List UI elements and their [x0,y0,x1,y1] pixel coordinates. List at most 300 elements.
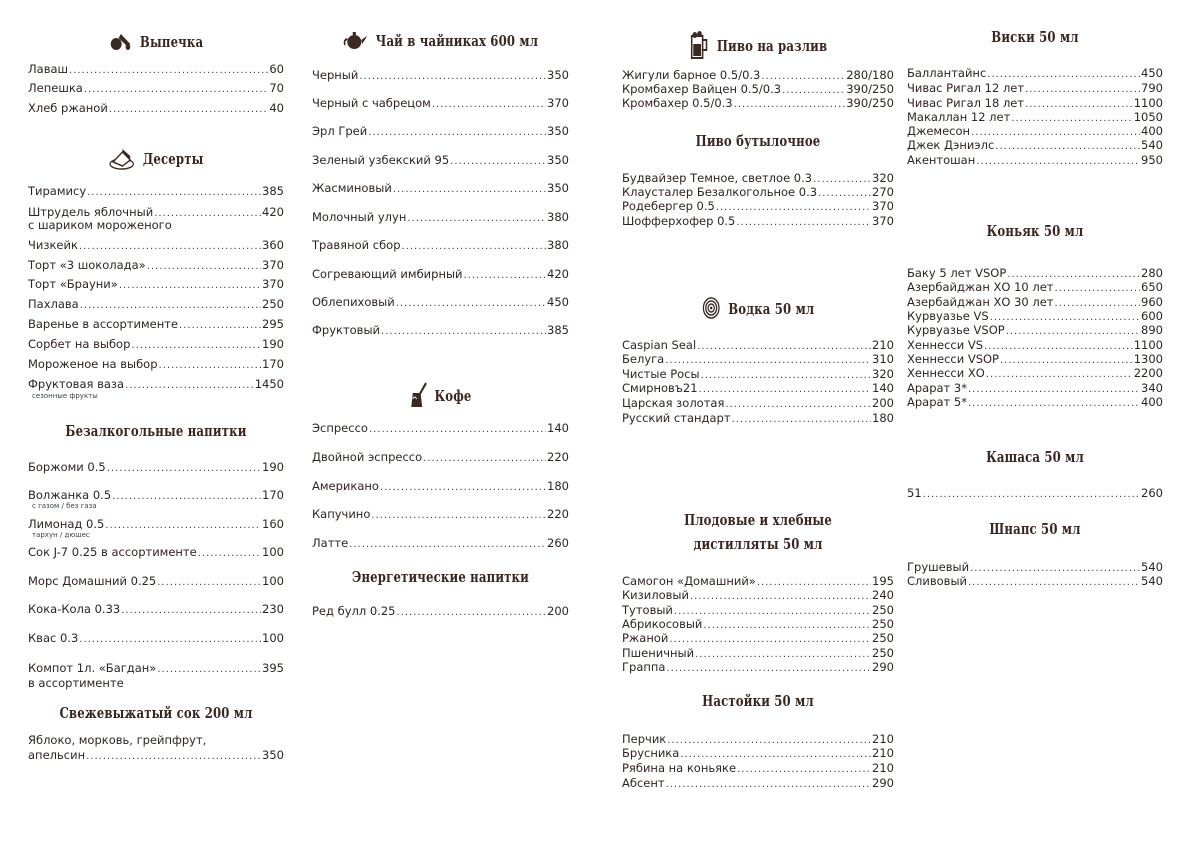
menu-item-name: Согревающий имбирный [312,267,463,281]
menu-item [312,295,569,310]
dot-leader [381,326,546,338]
menu-item-price: 290 [872,660,894,674]
menu-item-name: Волжанка 0.5 [28,488,112,502]
menu-item [622,574,894,589]
menu-item-name: Царская золотая [622,396,725,410]
menu-item-price: 100 [262,574,284,588]
dot-leader [666,779,871,791]
menu-item-name: Смирновъ21 [622,381,698,395]
menu-item-name: Клаусталер Безалкогольное 0.3 [622,185,818,199]
dot-leader [725,399,871,411]
menu-item-price: 40 [269,101,284,115]
menu-item-name: Варенье в ассортименте [28,317,179,331]
menu-item-name: Азербайджан ХО 30 лет [907,295,1054,309]
menu-item [907,153,1163,168]
menu-item-name: Торт «Брауни» [28,277,118,291]
dot-leader [396,607,546,619]
menu-item-price: 890 [1141,323,1163,337]
menu-item-price: 250 [872,646,894,660]
menu-item-name: Чивас Ригал 18 лет [907,96,1025,110]
menu-item-name: Облепиховый [312,295,395,309]
section-title-text: Чай в чайниках 600 мл [375,32,539,50]
dot-leader [359,71,546,83]
dot-leader [732,414,872,426]
menu-item-price: 360 [262,238,284,252]
menu-item [312,68,569,83]
menu-item [622,660,894,675]
section-title-text: Свежевыжатый сок 200 мл [59,704,253,722]
menu-item [907,96,1163,111]
menu-item-name: Эспрессо [312,421,368,435]
menu-item-name: Caspian Seal [622,338,697,352]
menu-item-price: 280/180 [846,68,894,82]
menu-item-price: 200 [547,604,569,618]
menu-item [28,317,284,332]
menu-item-price: 250 [872,617,894,631]
dot-leader [368,127,546,139]
menu-item-price: 180 [547,479,569,493]
menu-item [28,460,284,475]
menu-item [28,661,284,676]
cake-icon [109,146,136,174]
section-title-text: Водка 50 мл [728,300,815,318]
menu-item-price: 210 [872,746,894,760]
menu-item-name: Граппа [622,660,666,674]
menu-item [312,450,569,465]
menu-item-price: 100 [262,631,284,645]
menu-item [28,733,284,747]
menu-item-name: Ред булл 0.25 [312,604,396,618]
menu-item-name: Ржаной [622,631,669,645]
menu-item-name: Арарат 5* [907,395,967,409]
menu-item-price: 280 [1141,266,1163,280]
dot-leader [109,104,269,116]
menu-item-price: 190 [262,460,284,474]
dot-leader [1055,283,1141,295]
dot-leader [380,482,546,494]
dot-leader [371,510,546,522]
menu-item-name: Брусника [622,746,680,760]
menu-item-name: Тутовый [622,603,673,617]
menu-item-note: тархун / дюшес [32,531,90,539]
menu-item [622,352,894,367]
menu-item [28,574,284,589]
menu-item-name: Лепешка [28,81,83,95]
menu-item [907,381,1163,396]
menu-item-note: с газом / без газа [32,502,97,510]
menu-item-name: Джек Дэниэлс [907,138,995,152]
menu-item [312,181,569,196]
menu-item-name: Акентошан [907,153,976,167]
dot-leader [87,187,261,199]
menu-item-price: 370 [872,214,894,228]
menu-item-name: Кизиловый [622,588,689,602]
menu-item-name: Самогон «Домашний» [622,574,756,588]
menu-item [622,631,894,646]
menu-item-price: 190 [262,337,284,351]
menu-item-name: Пахлава [28,297,79,311]
menu-item [28,357,284,372]
menu-item-price: 220 [547,507,569,521]
menu-item [622,185,894,200]
menu-item-name: Двойной эспрессо [312,450,423,464]
section-title [652,508,864,556]
menu-item-name: Боржоми 0.5 [28,460,106,474]
section-title [935,520,1135,538]
menu-item-price: 540 [1141,560,1163,574]
section-title [935,448,1135,466]
dot-leader [79,634,261,646]
menu-item-price: 950 [1141,153,1163,167]
menu-item-price: 200 [872,396,894,410]
menu-item-price: 1100 [1133,338,1163,352]
menu-item-name: Хеннесси VSOP [907,352,999,366]
section-title-text: Кофе [434,387,472,405]
dot-leader [450,156,546,168]
menu-item-name: 51 [907,486,922,500]
dot-leader [121,605,261,617]
menu-item-name: Пшеничный [622,646,695,660]
menu-item [28,258,284,273]
section-title [340,381,540,413]
menu-item-name: апельсин [28,748,86,762]
menu-item-name: Белуга [622,352,665,366]
dot-leader [69,65,268,77]
menu-item-name: Квас 0.3 [28,631,79,645]
menu-item [312,210,569,225]
menu-item [907,338,1163,353]
dot-leader [179,320,261,332]
menu-item-name: Зеленый узбекский 95 [312,153,450,167]
menu-item-price: 600 [1141,309,1163,323]
menu-item [312,536,569,551]
menu-item-name: Макаллан 12 лет [907,110,1011,124]
section-title-text: Настойки 50 мл [702,692,814,710]
menu-item-name: Чистые Росы [622,367,700,381]
menu-item [312,124,569,139]
menu-item [28,297,284,312]
menu-item-price: 400 [1141,124,1163,138]
section-title [652,30,864,64]
menu-item [28,377,284,392]
menu-item-price: 650 [1141,280,1163,294]
dot-leader [923,489,1140,501]
menu-item-price: 385 [262,184,284,198]
menu-item-price: 1300 [1133,352,1163,366]
menu-item [622,776,894,791]
menu-item-price: 1100 [1133,96,1163,110]
menu-item [622,646,894,661]
cezve-icon [409,381,426,413]
dot-leader [968,577,1140,589]
menu-item-price: 960 [1141,295,1163,309]
menu-item [622,746,894,761]
menu-item [28,277,284,292]
dot-leader [79,241,261,253]
menu-item [907,574,1163,589]
menu-item [907,295,1163,310]
menu-item-price: 340 [1141,381,1163,395]
menu-item-name: Лаваш [28,62,69,76]
menu-item [28,602,284,617]
menu-item [622,732,894,747]
menu-item-price: 100 [262,545,284,559]
menu-item [622,214,894,229]
menu-item [312,323,569,338]
section-title-text: Виски 50 мл [991,28,1079,46]
menu-item-name: Кока-Кола 0.33 [28,602,121,616]
menu-item-name: Фруктовая ваза [28,377,125,391]
menu-item [28,81,284,96]
menu-item-name: Кромбахер Вайцен 0.5/0.3 [622,82,782,96]
menu-item-price: 210 [872,338,894,352]
dot-leader [131,340,261,352]
menu-item-price: 350 [547,181,569,195]
menu-item [312,421,569,436]
menu-item-price: 450 [547,295,569,309]
dot-leader [396,298,546,310]
section-title-line: Плодовые и хлебные [684,511,832,529]
section-title [56,704,256,722]
menu-item [907,560,1163,575]
menu-item-price: 420 [262,205,284,219]
dot-leader [86,751,261,763]
dot-leader [987,69,1140,81]
dot-leader [716,202,871,214]
menu-item-name: Родебергер 0.5 [622,199,715,213]
menu-item-name: Баку 5 лет VSOP [907,266,1007,280]
dot-leader [84,84,269,96]
menu-item-name: Яблоко, морковь, грейпфрут, [28,733,207,747]
menu-item-price: 260 [1141,486,1163,500]
menu-item [907,81,1163,96]
menu-item-name: Травяной сбор [312,238,401,252]
menu-item-name: Молочный улун [312,210,407,224]
menu-item-price: 540 [1141,574,1163,588]
menu-item-price: 380 [547,238,569,252]
dot-leader [198,548,261,560]
menu-item-price: 390/250 [846,96,894,110]
menu-item [907,110,1163,125]
menu-item-price: 170 [262,488,284,502]
menu-item-price: 210 [872,732,894,746]
dot-leader [968,398,1140,410]
section-title [340,568,540,586]
menu-item-price: 290 [872,776,894,790]
section-title [56,30,256,56]
section-title [652,296,864,324]
menu-item-price: 250 [872,631,894,645]
menu-item-name: Сок J-7 0.25 в ассортименте [28,545,197,559]
section-title [56,422,256,440]
dot-leader [699,384,871,396]
menu-item-note: сезонные фрукты [32,392,98,400]
menu-item [622,381,894,396]
menu-item [907,124,1163,139]
menu-item [622,588,894,603]
dot-leader [669,634,871,646]
menu-item [907,323,1163,338]
menu-item-name: Азербайджан ХО 10 лет [907,280,1054,294]
menu-item [312,267,569,282]
teapot-icon [343,30,368,54]
menu-item-name: Жасминовый [312,181,392,195]
menu-item [28,545,284,560]
section-title-line: дистилляты 50 мл [693,535,823,553]
dot-leader [737,764,871,776]
menu-item-name: Перчик [622,732,667,746]
menu-item-price: 70 [269,81,284,95]
spiral-icon [702,296,721,324]
menu-item-price: 60 [269,62,284,76]
dot-leader [464,270,547,282]
menu-item-price: 350 [547,124,569,138]
dot-leader [1006,326,1140,338]
section-title-text: Выпечка [139,33,204,51]
menu-item-name: Фруктовый [312,323,381,337]
dot-leader [666,663,871,675]
dot-leader [157,664,261,676]
menu-item-name: Будвайзер Темное, светлое 0.3 [622,171,813,185]
dot-leader [147,261,261,273]
menu-item-price: 2200 [1133,366,1163,380]
dot-leader [680,749,871,761]
menu-item [622,96,894,111]
dot-leader [125,380,254,392]
menu-item-price: 370 [262,277,284,291]
menu-item-name: Мороженое на выбор [28,357,158,371]
menu-item [28,488,284,503]
menu-item-price: 195 [872,574,894,588]
dot-leader [105,520,261,532]
menu-item [312,604,569,619]
menu-item-price: 370 [547,96,569,110]
menu-item [907,366,1163,381]
dot-leader [402,241,547,253]
menu-item-name: Черный [312,68,359,82]
dot-leader [107,463,261,475]
menu-item-price: 320 [872,367,894,381]
menu-item-name: Черный с чабрецом [312,96,431,110]
menu-item-price: 385 [547,323,569,337]
menu-item-name: Грушевый [907,560,970,574]
dot-leader [736,217,871,229]
menu-item [907,138,1163,153]
section-title-text: Коньяк 50 мл [986,222,1084,240]
dot-leader [432,99,546,111]
menu-item-name: Хлеб ржаной [28,101,108,115]
menu-item-subtitle: в ассортименте [28,676,124,690]
menu-item-price: 170 [262,357,284,371]
menu-item-price: 1050 [1133,110,1163,124]
section-title [652,132,864,150]
section-title [652,692,864,710]
menu-item [312,507,569,522]
dot-leader [995,141,1140,153]
menu-item-price: 140 [872,381,894,395]
menu-item [622,367,894,382]
menu-item-name: Чивас Ригал 12 лет [907,81,1025,95]
menu-item-name: Абсент [622,776,665,790]
menu-item-price: 220 [547,450,569,464]
menu-item [622,82,894,97]
menu-item-name: Эрл Грей [312,124,368,138]
menu-item-price: 380 [547,210,569,224]
menu-item [622,338,894,353]
dot-leader [369,424,546,436]
dot-leader [986,369,1133,381]
menu-item-price: 310 [872,352,894,366]
menu-item-name: Тирамису [28,184,87,198]
dot-leader [734,99,846,111]
menu-item-price: 450 [1141,66,1163,80]
menu-item [28,62,284,77]
section-title-text: Кашаса 50 мл [986,448,1084,466]
menu-item-price: 250 [262,297,284,311]
menu-item-price: 140 [547,421,569,435]
dot-leader [407,213,546,225]
menu-item [907,352,1163,367]
menu-item-name: Лимонад 0.5 [28,517,105,531]
menu-item-name: Рябина на коньяке [622,761,737,775]
menu-item-name: Американо [312,479,379,493]
section-title-text: Пиво бутылочное [695,132,821,150]
menu-item [907,280,1163,295]
menu-item [28,184,284,199]
menu-item-price: 270 [872,185,894,199]
section-title-text: Безалкогольные напитки [65,422,247,440]
menu-item-name: Сорбет на выбор [28,337,131,351]
menu-item [622,68,894,83]
section-title [56,146,256,174]
menu-item-price: 420 [547,267,569,281]
menu-item-price: 350 [547,68,569,82]
menu-item-name: Шофферхофер 0.5 [622,214,736,228]
menu-item [622,171,894,186]
dot-leader [349,539,546,551]
menu-item-price: 400 [1141,395,1163,409]
menu-item-price: 350 [547,153,569,167]
menu-item-name: Русский стандарт [622,411,731,425]
dot-leader [690,591,871,603]
menu-item [622,761,894,776]
dot-leader [976,156,1140,168]
menu-item-price: 260 [547,536,569,550]
section-title-text: Шнапс 50 мл [989,520,1081,538]
menu-item-name: Курвуазье VS [907,309,989,323]
menu-item [622,199,894,214]
menu-item-price: 320 [872,171,894,185]
menu-item-price: 160 [262,517,284,531]
dot-leader [393,184,546,196]
menu-item [622,603,894,618]
dot-leader [157,577,261,589]
menu-item-name: Сливовый [907,574,967,588]
menu-item-name: Абрикосовый [622,617,703,631]
menu-item [28,337,284,352]
menu-item-name: Капучино [312,507,371,521]
menu-item-name: Морс Домашний 0.25 [28,574,157,588]
menu-item-price: 790 [1141,81,1163,95]
menu-item-name: Компот 1л. «Багдан» [28,661,157,675]
dot-leader [1025,84,1140,96]
menu-item-price: 240 [872,588,894,602]
menu-item-price: 210 [872,761,894,775]
menu-item-price: 180 [872,411,894,425]
menu-item [312,238,569,253]
dot-leader [159,360,262,372]
mortar-icon [109,30,132,56]
